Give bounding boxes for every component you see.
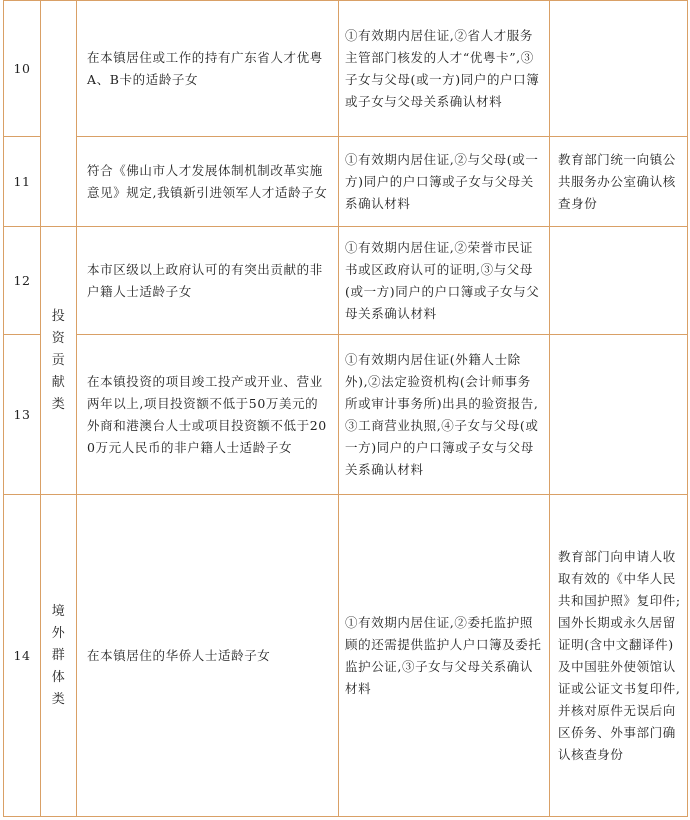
condition-cell: 在本镇居住或工作的持有广东省人才优粤A、B卡的适龄子女 <box>77 1 339 137</box>
condition-cell: 在本镇投资的项目竣工投产或开业、营业两年以上,项目投资额不低于50万美元的外商和港澳台人士或项目投资额不低于200万元人民币的非户籍人士适龄子女 <box>77 335 339 495</box>
materials-cell: ①有效期内居住证,②与父母(或一方)同户的户口簿或子女与父母关系确认材料 <box>339 137 550 227</box>
row-number: 13 <box>4 335 41 495</box>
materials-cell: ①有效期内居住证,②委托监护照顾的还需提供监护人户口簿及委托监护公证,③子女与父母关系确认材料 <box>339 495 550 817</box>
condition-cell: 符合《佛山市人才发展体制机制改革实施意见》规定,我镇新引进领军人才适龄子女 <box>77 137 339 227</box>
row-number: 10 <box>4 1 41 137</box>
category-cell-overseas <box>41 495 77 817</box>
condition-cell: 本市区级以上政府认可的有突出贡献的非户籍人士适龄子女 <box>77 227 339 335</box>
note-cell <box>550 335 688 495</box>
note-cell: 教育部门向申请人收取有效的《中华人民共和国护照》复印件;国外长期或永久居留证明(含中文翻译件)及中国驻外使领馆认证或公证文书复印件,并核对原件无误后向区侨务、外事部门确认核查身份 <box>550 495 688 817</box>
materials-cell: ①有效期内居住证(外籍人士除外),②法定验资机构(会计师事务所或审计事务所)出具的验资报告,③工商营业执照,④子女与父母(或一方)同户的户口簿或子女与父母关系确认材料 <box>339 335 550 495</box>
eligibility-table <box>3 0 688 817</box>
table-row <box>4 1 688 137</box>
row-number: 11 <box>4 137 41 227</box>
row-number: 12 <box>4 227 41 335</box>
category-cell-investment <box>41 227 77 495</box>
category-cell-empty <box>41 1 77 227</box>
table-row <box>4 137 688 227</box>
materials-cell: ①有效期内居住证,②省人才服务主管部门核发的人才“优粤卡”,③子女与父母(或一方)同户的户口簿或子女与父母关系确认材料 <box>339 1 550 137</box>
category-label: 投资贡献类 <box>51 308 66 412</box>
note-cell: 教育部门统一向镇公共服务办公室确认核查身份 <box>550 137 688 227</box>
category-label: 境外群体类 <box>51 603 66 707</box>
note-cell <box>550 1 688 137</box>
row-number: 14 <box>4 495 41 817</box>
condition-cell: 在本镇居住的华侨人士适龄子女 <box>77 495 339 817</box>
table-row <box>4 335 688 495</box>
table-row <box>4 495 688 817</box>
table-row <box>4 227 688 335</box>
note-cell <box>550 227 688 335</box>
materials-cell: ①有效期内居住证,②荣誉市民证书或区政府认可的证明,③与父母(或一方)同户的户口簿或子女与父母关系确认材料 <box>339 227 550 335</box>
